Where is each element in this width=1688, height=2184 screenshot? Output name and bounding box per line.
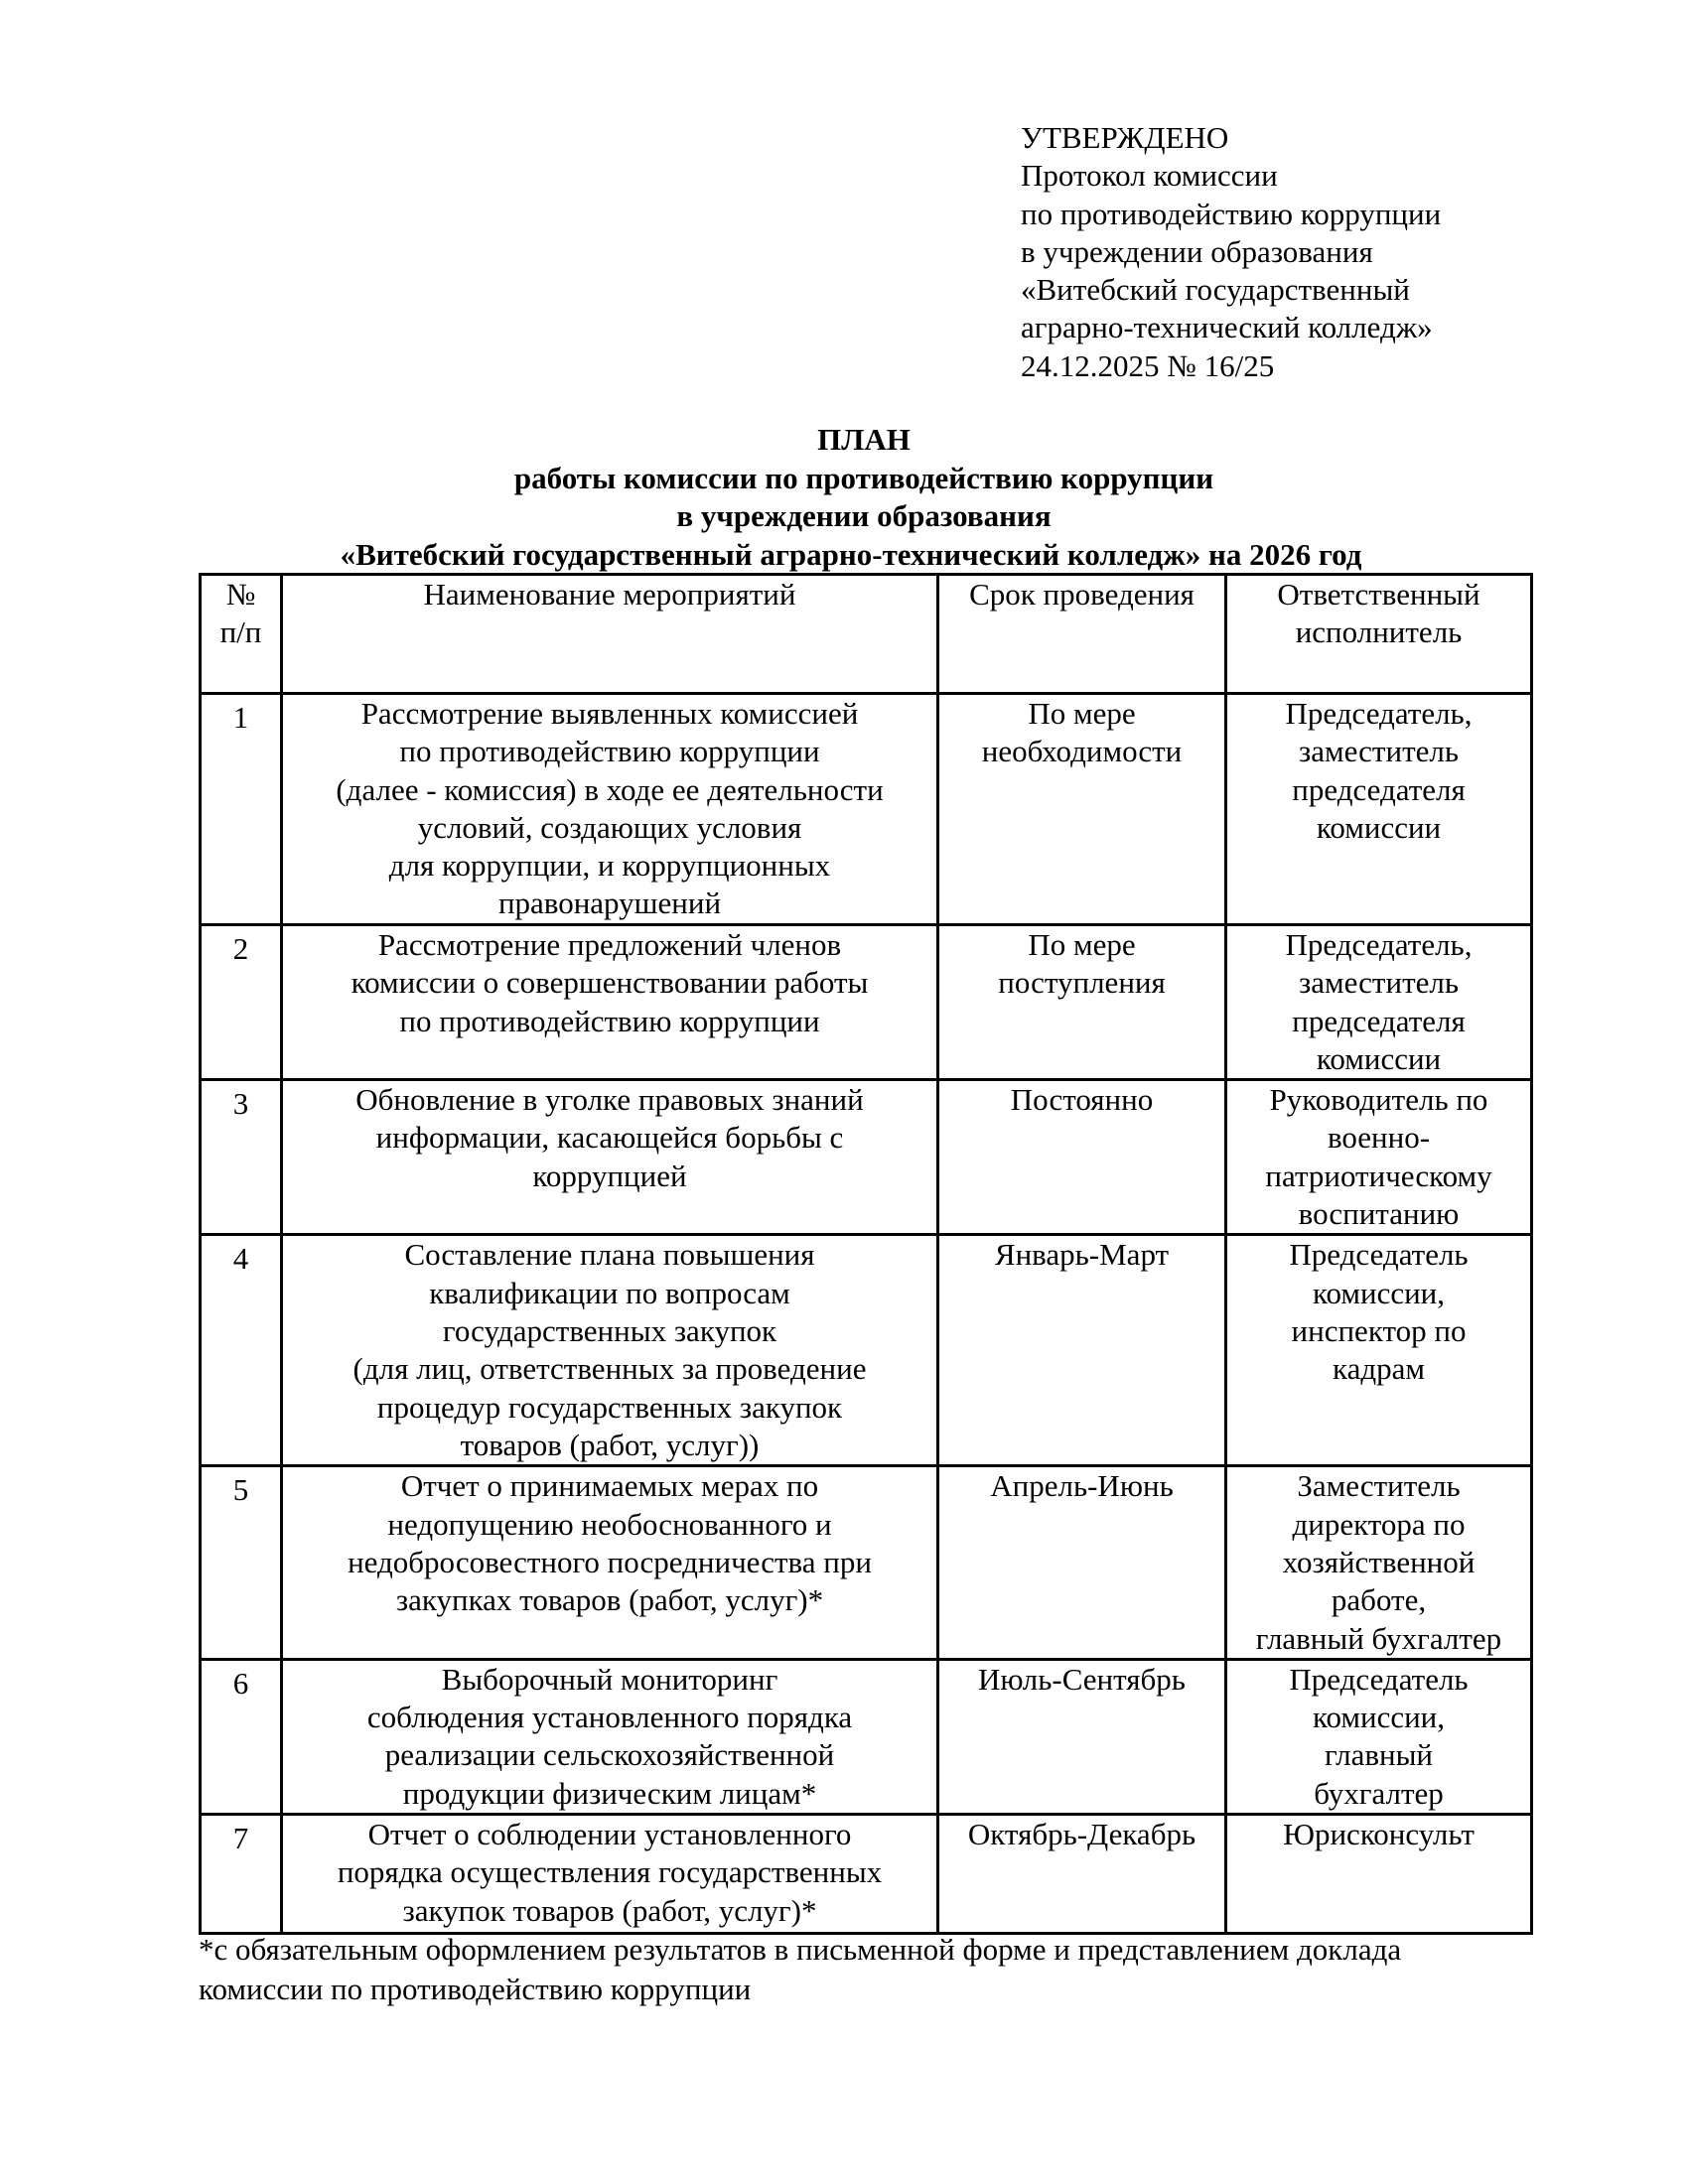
table-row [201, 1659, 1532, 1814]
row-name [282, 694, 938, 925]
cell-line: хозяйственной [1282, 1544, 1476, 1579]
row-responsible [1226, 1466, 1532, 1659]
cell-line: Январь-Март [994, 1237, 1170, 1273]
table-row [201, 694, 1532, 925]
cell-line: главный [1324, 1737, 1433, 1773]
cell-line: условий, создающих условия [417, 809, 802, 845]
row-period [938, 1815, 1226, 1934]
cell-line: главный бухгалтер [1255, 1620, 1502, 1656]
plan-table [199, 573, 1533, 1935]
cell-line: Заместитель [1297, 1468, 1461, 1504]
cell-line: соблюдения установленного порядка [366, 1700, 853, 1735]
cell-line: квалификации по вопросам [429, 1275, 790, 1310]
cell-line: кадрам [1333, 1351, 1425, 1387]
table-row [201, 925, 1532, 1080]
cell-line: (далее - комиссия) в ходе ее деятельности [336, 771, 884, 807]
cell-line: комиссии о совершенствовании работы [351, 965, 869, 1001]
row-num: 6 [201, 1659, 282, 1814]
row-name [282, 1815, 938, 1934]
row-period [938, 1466, 1226, 1659]
cell-line: по противодействию коррупции [399, 1003, 820, 1038]
row-num: 3 [201, 1080, 282, 1235]
cell-line: Отчет о принимаемых мерах по [400, 1468, 819, 1504]
header-name [282, 575, 938, 694]
cell-line: Руководитель по [1269, 1082, 1488, 1118]
cell-line: Председатель [1289, 1237, 1469, 1273]
cell-line: воспитанию [1298, 1196, 1460, 1232]
cell-line: Юрисконсульт [1283, 1817, 1475, 1852]
row-name [282, 925, 938, 1080]
row-num: 7 [201, 1815, 282, 1934]
cell-line: Апрель-Июнь [990, 1468, 1174, 1504]
row-num: 4 [201, 1235, 282, 1466]
footnote [199, 1930, 1401, 2009]
cell-line: недопущению необоснованного и [387, 1506, 832, 1542]
cell-line: заместитель [1299, 734, 1459, 769]
cell-line: порядка осуществления государственных [337, 1854, 883, 1890]
table-row [201, 1815, 1532, 1934]
cell-line: № [225, 577, 256, 612]
cell-line: коррупцией [532, 1158, 687, 1193]
cell-line: председателя [1292, 771, 1466, 807]
row-period [938, 925, 1226, 1080]
cell-line: (для лиц, ответственных за проведение [352, 1351, 867, 1387]
approval-line: аграрно-технический колледж» [1021, 310, 1433, 345]
cell-line: Составление плана повышения [404, 1237, 815, 1273]
footnote-line: *с обязательным оформлением результатов в письменной форме и представлением доклада [199, 1932, 1402, 1967]
title-heading: ПЛАН [817, 422, 911, 457]
cell-line: директора по [1292, 1506, 1466, 1542]
row-name [282, 1235, 938, 1466]
cell-line: Председатель [1289, 1661, 1469, 1697]
cell-line: Рассмотрение предложений членов [377, 927, 842, 962]
title-line: «Витебский государственный аграрно-технический колледж» на 2026 год [340, 536, 1362, 572]
approval-line: по противодействию коррупции [1021, 196, 1442, 231]
cell-line: закупках товаров (работ, услуг)* [395, 1582, 824, 1618]
approval-heading: УТВЕРЖДЕНО [1021, 120, 1229, 155]
cell-line: государственных закупок [442, 1312, 777, 1348]
table-row [201, 1466, 1532, 1659]
cell-line: необходимости [981, 734, 1183, 769]
cell-line: заместитель [1299, 965, 1459, 1001]
cell-line: Обновление в уголке правовых знаний [355, 1082, 864, 1118]
cell-line: бухгалтер [1314, 1775, 1444, 1811]
cell-line: работе, [1331, 1582, 1427, 1618]
header-period [938, 575, 1226, 694]
row-period [938, 1235, 1226, 1466]
header-responsible [1226, 575, 1532, 694]
cell-line: процедур государственных закупок [376, 1389, 843, 1425]
cell-line: По мере [1028, 696, 1136, 731]
row-responsible [1226, 694, 1532, 925]
approval-line: в учреждении образования [1021, 233, 1373, 269]
row-num: 1 [201, 694, 282, 925]
cell-line: продукции физическим лицам* [402, 1775, 817, 1811]
cell-line: Ответственный [1277, 577, 1480, 612]
row-name [282, 1466, 938, 1659]
row-responsible [1226, 1235, 1532, 1466]
table-row [201, 1080, 1532, 1235]
row-num: 5 [201, 1466, 282, 1659]
document-title [199, 421, 1529, 574]
row-responsible [1226, 1659, 1532, 1814]
cell-line: реализации сельскохозяйственной [384, 1737, 835, 1773]
header-num [201, 575, 282, 694]
cell-line: Наименование мероприятий [423, 577, 796, 612]
table-row [201, 1235, 1532, 1466]
row-num: 2 [201, 925, 282, 1080]
cell-line: военно- [1327, 1120, 1431, 1156]
footnote-line: комиссии по противодействию коррупции [199, 1972, 752, 2006]
approval-line: «Витебский государственный [1021, 272, 1410, 308]
row-responsible [1226, 925, 1532, 1080]
row-name [282, 1659, 938, 1814]
row-name [282, 1080, 938, 1235]
cell-line: комиссии [1316, 1040, 1442, 1076]
cell-line: Июль-Сентябрь [978, 1661, 1186, 1697]
row-responsible [1226, 1080, 1532, 1235]
cell-line: патриотическому [1265, 1158, 1492, 1193]
table-header-row [201, 575, 1532, 694]
row-responsible [1226, 1815, 1532, 1934]
approval-date-number: 24.12.2025 № 16/25 [1021, 347, 1275, 383]
cell-line: поступления [998, 965, 1166, 1001]
row-period [938, 694, 1226, 925]
row-period [938, 1080, 1226, 1235]
row-period [938, 1659, 1226, 1814]
cell-line: комиссии [1316, 809, 1442, 845]
cell-line: комиссии, [1312, 1700, 1446, 1735]
cell-line: п/п [219, 614, 262, 650]
cell-line: председателя [1292, 1003, 1466, 1038]
title-line: в учреждении образования [676, 498, 1052, 533]
cell-line: для коррупции, и коррупционных [388, 848, 831, 884]
cell-line: Председатель, [1285, 696, 1473, 731]
title-line: работы комиссии по противодействию коррупции [513, 460, 1214, 495]
cell-line: инспектор по [1291, 1312, 1467, 1348]
cell-line: Выборочный мониторинг [441, 1661, 778, 1697]
cell-line: По мере [1028, 927, 1136, 962]
cell-line: закупок товаров (работ, услуг)* [402, 1892, 817, 1928]
cell-line: Срок проведения [969, 577, 1195, 612]
cell-line: информации, касающейся борьбы с [375, 1120, 844, 1156]
cell-line: Председатель, [1285, 927, 1473, 962]
cell-line: Октябрь-Декабрь [967, 1817, 1196, 1852]
cell-line: комиссии, [1312, 1275, 1446, 1310]
cell-line: Рассмотрение выявленных комиссией [360, 696, 859, 731]
approval-block [1021, 119, 1441, 385]
cell-line: исполнитель [1295, 614, 1463, 650]
cell-line: недобросовестного посредничества при [348, 1544, 872, 1579]
cell-line: Отчет о соблюдении установленного [367, 1817, 852, 1852]
cell-line: правонарушений [497, 886, 722, 921]
cell-line: по противодействию коррупции [399, 734, 820, 769]
approval-line: Протокол комиссии [1021, 158, 1278, 194]
cell-line: Постоянно [1010, 1082, 1154, 1118]
cell-line: товаров (работ, услуг)) [460, 1427, 760, 1462]
